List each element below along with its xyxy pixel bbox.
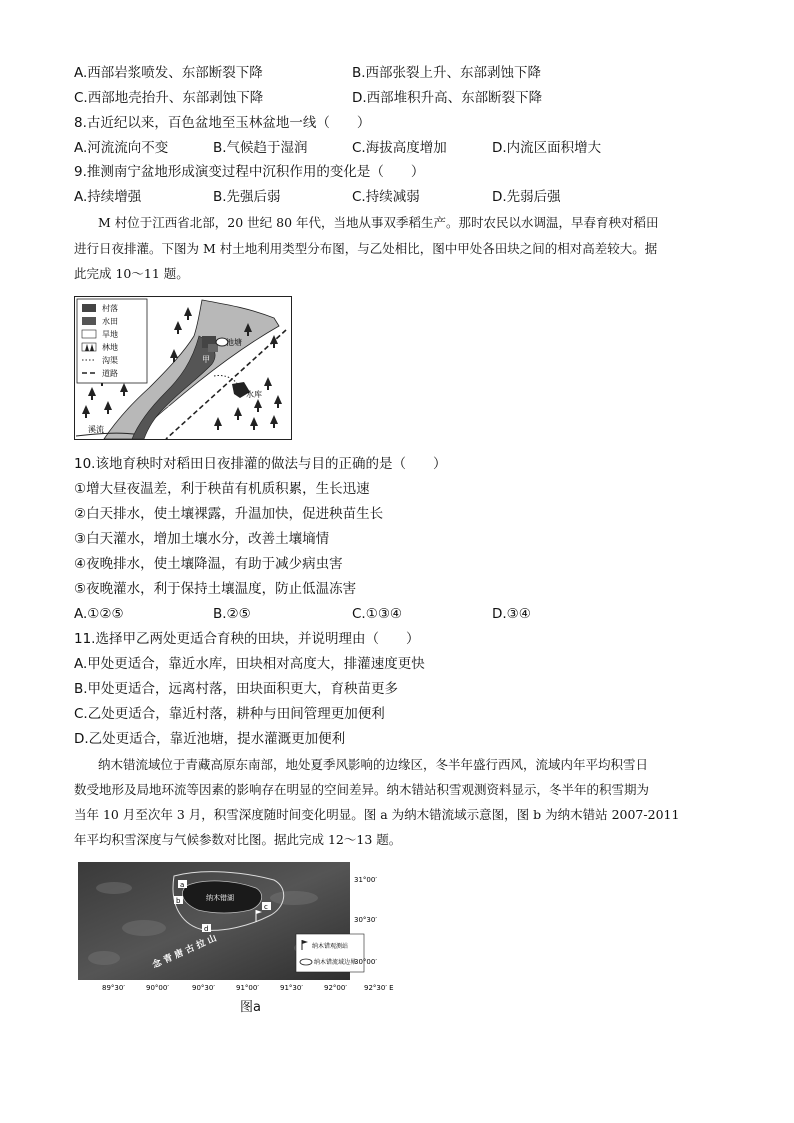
lon-92-00-label: 92°00′ [324,984,347,992]
q8-stem: 8.古近纪以来，百色盆地至玉林盆地一线（ ） [74,115,371,131]
q7-option-c: C.西部地壳抬升、东部剥蚀下降 [74,90,264,106]
q7-option-a: A.西部岩浆喷发、东部断裂下降 [74,65,263,81]
q9-option-d: D.先弱后强 [492,189,561,205]
q7-option-b: B.西部张裂上升、东部剥蚀下降 [352,65,542,81]
lake-label: 纳木错湖 [206,894,234,902]
legend-station: 纳木错观测站 [312,943,349,950]
q10-stem: 10.该地育秧时对稻田日夜排灌的做法与目的正确的是（ ） [74,456,447,472]
point-c-label: c [264,903,268,911]
q10-statement-4: ④夜晚排水，使土壤降温，有助于减少病虫害 [74,556,343,572]
q10-option-b: B.②⑤ [213,606,251,622]
q10-statement-3: ③白天灌水，增加土壤水分，改善土壤墒情 [74,531,330,547]
point-d-label: d [204,925,209,933]
passage2-line4: 年平均积雪深度与气候参数对比图。据此完成 12～13 题。 [74,832,402,847]
q9-option-a: A.持续增强 [74,189,142,205]
lat-30-label: 30°00′ [354,958,377,966]
lon-91-00-label: 91°00′ [236,984,259,992]
q8-option-b: B.气候趋于湿润 [213,140,308,156]
q9-option-c: C.持续减弱 [352,189,420,205]
lon-89-30-label: 89°30′ [102,984,125,992]
q10-option-a: A.①②⑤ [74,606,124,622]
passage1-line2: 进行日夜排灌。下图为 M 村土地利用类型分布图，与乙处相比，图中甲处各田块之间的相对高差较大。据 [74,241,658,256]
legend-paddy: 水田 [102,317,118,326]
legend-road: 道路 [102,369,118,378]
q11-option-b: B.甲处更适合，远离村落，田块面积更大，育秧苗更多 [74,681,399,697]
q10-option-c: C.①③④ [352,606,403,622]
q10-statement-1: ①增大昼夜温差，利于秧苗有机质积累，生长迅速 [74,481,370,497]
passage2-line1: 纳木错流域位于青藏高原东南部，地处夏季风影响的边缘区，冬半年盛行西风，流域内年平均积雪日 [98,757,649,772]
q11-stem: 11.选择甲乙两处更适合育秧的田块，并说明理由（ ） [74,631,420,647]
pond-label: 池塘 [226,338,242,347]
passage2-line2: 数受地形及局地环流等因素的影响存在明显的空间差异。纳木错站积雪观测资料显示，冬半年的积雪期为 [74,782,650,797]
q9-option-b: B.先强后弱 [213,189,281,205]
q10-option-d: D.③④ [492,606,531,622]
stream-label: 溪流 [88,425,104,434]
passage1-line3: 此完成 10～11 题。 [74,266,189,281]
point-b-label: b [176,897,181,905]
lon-92-30-label: 92°30′ E [364,984,394,992]
q10-statement-5: ⑤夜晚灌水，利于保持土壤温度，防止低温冻害 [74,581,357,597]
q7-option-d: D.西部堆积升高、东部断裂下降 [352,90,543,106]
lat-31-label: 31°00′ [354,876,377,884]
legend-canal: 沟渠 [102,356,118,365]
q8-option-d: D.内流区面积增大 [492,140,602,156]
passage1-line1: M 村位于江西省北部，20 世纪 80 年代，当地从事双季稻生产。那时农民以水调温，早春育秧对稻田 [98,215,659,230]
legend-boundary: 纳木错流域边界 [314,959,357,966]
lon-91-30-label: 91°30′ [280,984,303,992]
q11-option-d: D.乙处更适合，靠近池塘，提水灌溉更加便利 [74,731,346,747]
legend-village: 村落 [102,304,118,313]
q8-option-c: C.海拔高度增加 [352,140,447,156]
reservoir-label: 水库 [246,390,262,399]
mountain-range-label: 念青唐古拉山 [151,932,222,971]
passage2-line3: 当年 10 月至次年 3 月，积雪深度随时间变化明显。图 a 为纳木错流域示意图，图 b 为纳木错站 2007-2011 [74,807,680,822]
q11-option-c: C.乙处更适合，靠近村落，耕种与田间管理更加便利 [74,706,385,722]
lat-30-30-label: 30°30′ [354,916,377,924]
legend-forest: 林地 [102,343,118,352]
jia-label: 甲 [202,355,210,364]
q9-stem: 9.推测南宁盆地形成演变过程中沉积作用的变化是（ ） [74,164,425,180]
q8-option-a: A.河流流向不变 [74,140,169,156]
q10-statement-2: ②白天排水，使土壤裸露，升温加快，促进秧苗生长 [74,506,384,522]
point-a-label: a [180,881,185,889]
q11-option-a: A.甲处更适合，靠近水库，田块相对高度大，排灌速度更快 [74,656,425,672]
yi-label: 乙 [166,405,174,414]
lon-90-00-label: 90°00′ [146,984,169,992]
land-use-map [74,296,292,440]
legend-dryland: 旱地 [102,330,118,339]
namco-basin-map [74,858,404,992]
lon-90-30-label: 90°30′ [192,984,215,992]
figure-a-caption: 图a [240,1000,261,1015]
